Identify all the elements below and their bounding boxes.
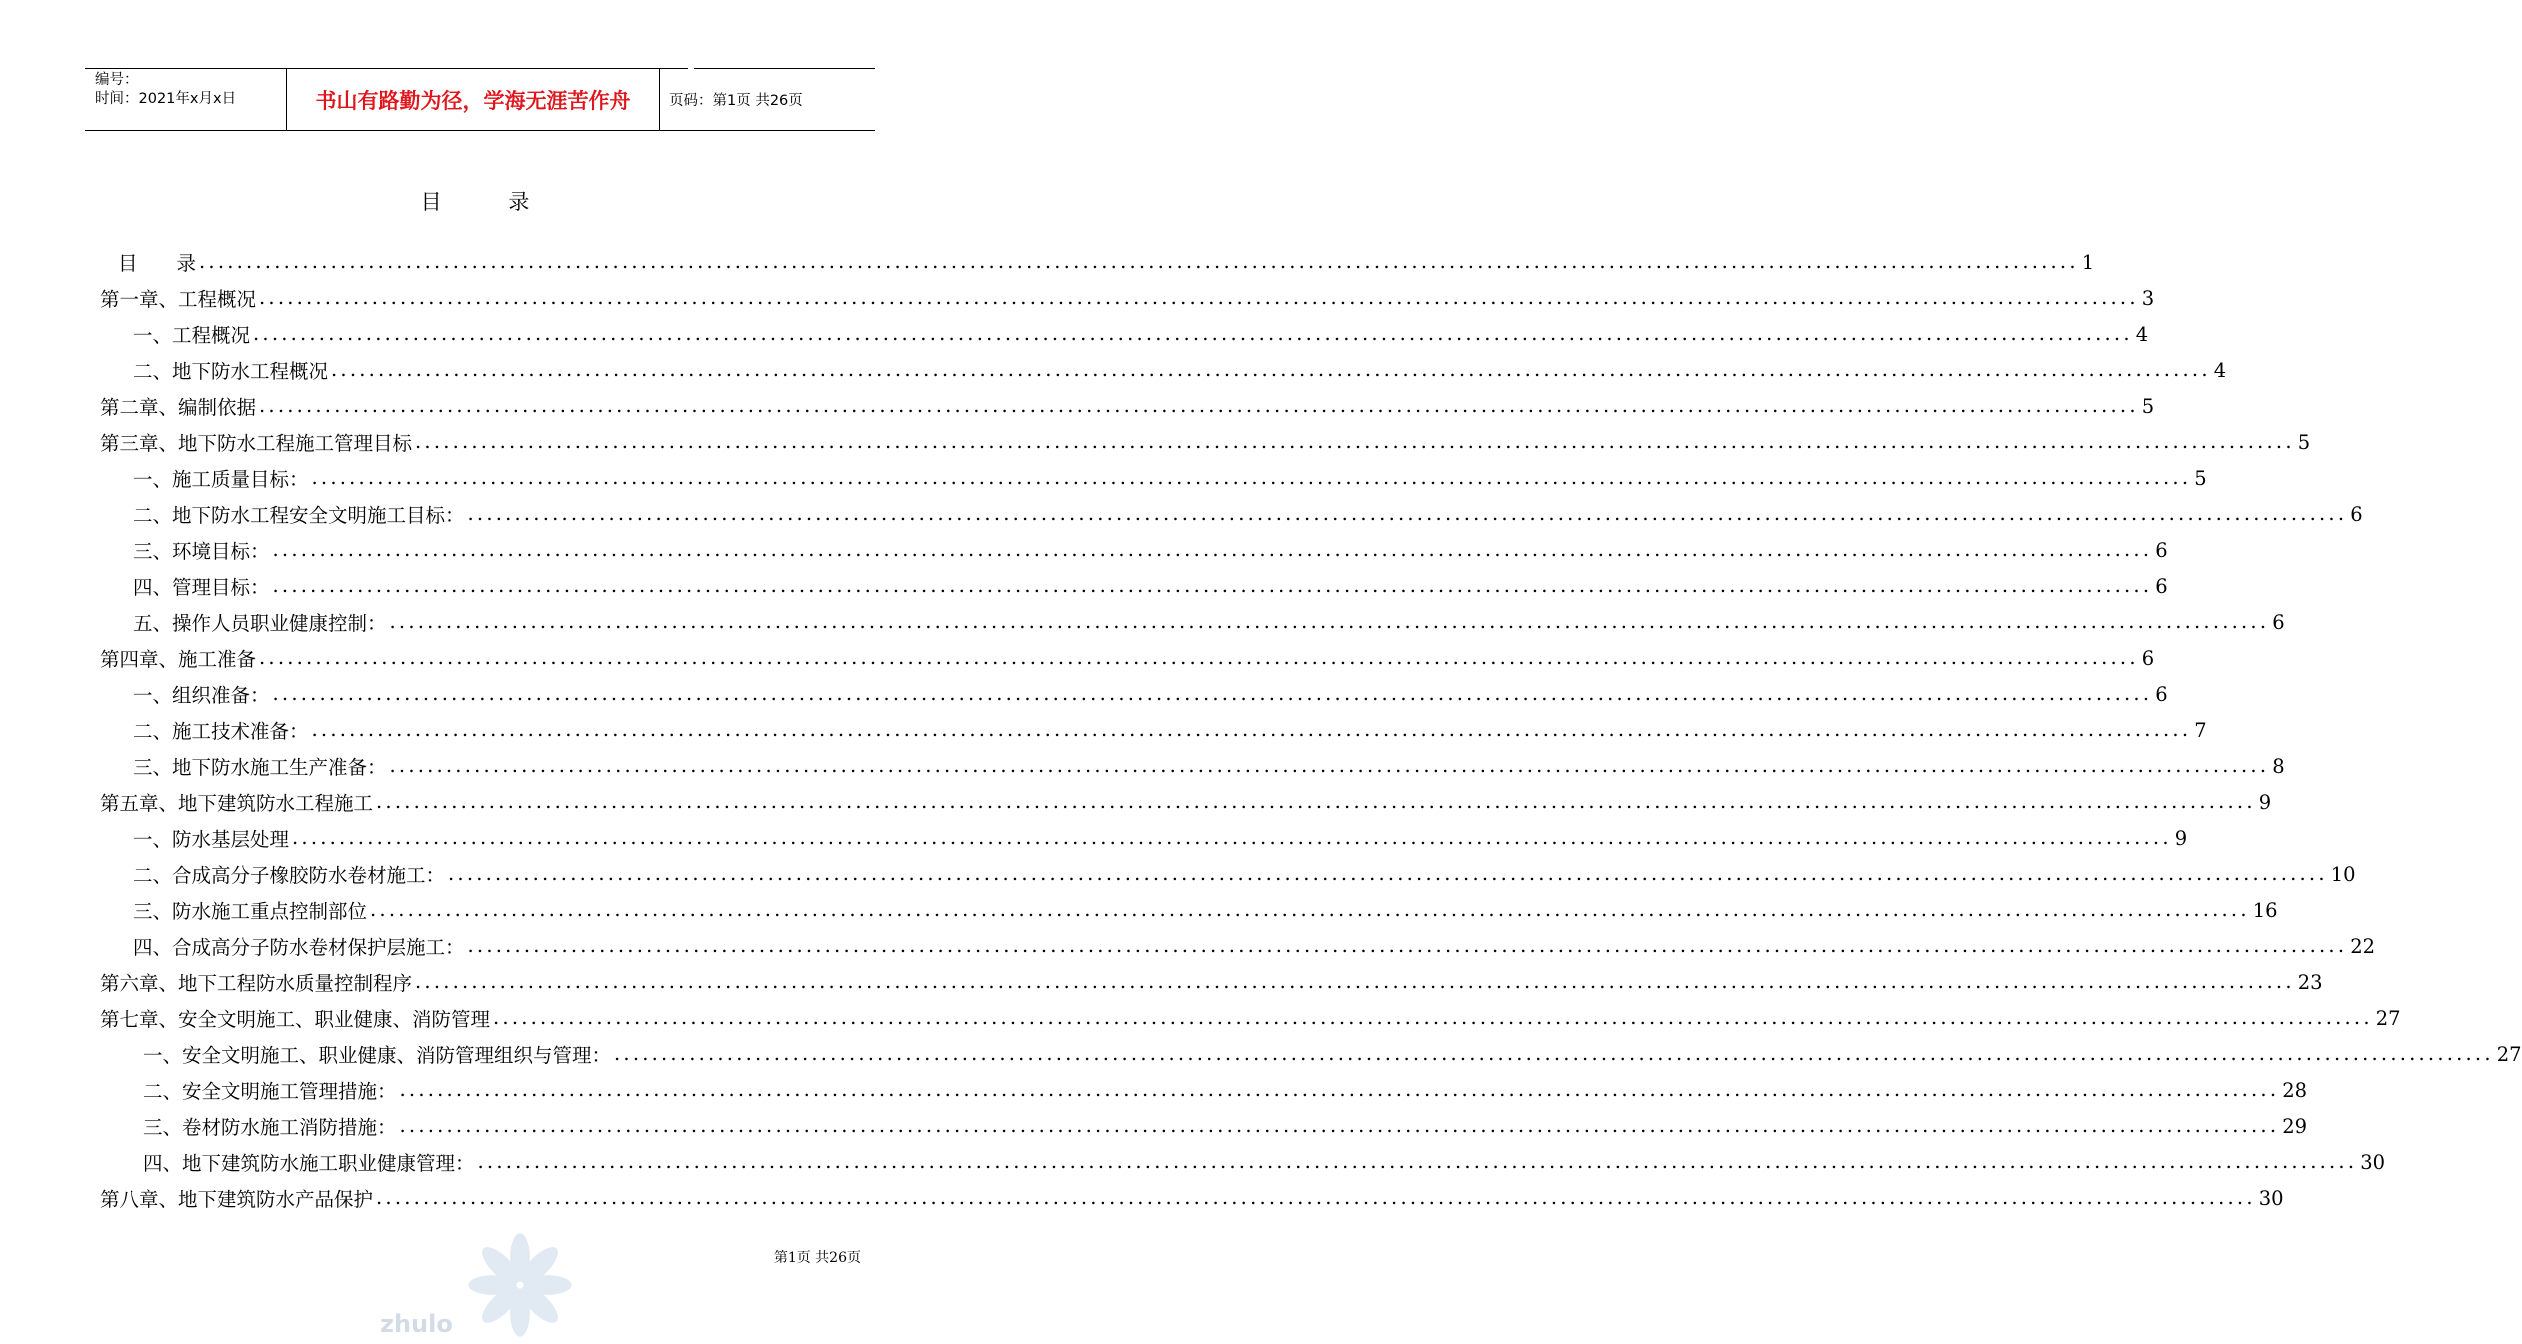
toc-entry[interactable] — [100, 784, 2272, 820]
toc-entry-page: 10 — [2330, 862, 2356, 886]
toc-entry[interactable] — [100, 388, 2155, 424]
toc-entry-title: 第五章、地下建筑防水工程施工 — [100, 792, 374, 815]
header-divider — [659, 69, 660, 130]
toc-leader-dots: ........................................................................................................................................................................................................ — [272, 538, 2153, 561]
toc-entry-title: 二、施工技术准备： — [133, 720, 309, 743]
header-meta — [95, 71, 285, 109]
toc-entry-title: 四、合成高分子防水卷材保护层施工： — [133, 936, 465, 959]
toc-entry-title: 五、操作人员职业健康控制： — [133, 612, 387, 635]
toc-entry[interactable] — [143, 1144, 2386, 1180]
toc-entry[interactable] — [100, 424, 2311, 460]
toc-entry-title: 四、地下建筑防水施工职业健康管理： — [143, 1152, 475, 1175]
toc-entry[interactable] — [133, 496, 2363, 532]
toc-leader-dots: ........................................................................................................................................................................................................ — [448, 862, 2328, 885]
toc-entry[interactable] — [133, 316, 2149, 352]
toc-entry-page: 16 — [2252, 898, 2278, 922]
toc-entry-page: 6 — [2272, 610, 2285, 634]
toc-entry-page: 1 — [2081, 250, 2095, 274]
toc-entry[interactable] — [133, 532, 2168, 568]
toc-leader-dots: ........................................................................................................................................................................................................ — [292, 826, 2172, 849]
toc-entry[interactable] — [100, 1180, 2284, 1216]
toc-entry-title: 第三章、地下防水工程施工管理目标 — [100, 432, 413, 455]
toc-entry-page: 5 — [2141, 394, 2155, 418]
page-footer: 第1页 共26页 — [773, 1250, 861, 1266]
toc-entry-page: 4 — [2213, 358, 2227, 382]
toc-entry-page: 5 — [2297, 430, 2311, 454]
toc-entry-page: 7 — [2194, 718, 2207, 742]
toc-leader-dots: ........................................................................................................................................................................................................ — [259, 394, 2139, 417]
number-label: 编号： — [95, 72, 139, 88]
toc-leader-dots: ........................................................................................................................................................................................................ — [415, 430, 2295, 453]
toc-leader-dots: ........................................................................................................................................................................................................ — [331, 358, 2211, 381]
toc-entry-page: 27 — [2496, 1042, 2522, 1066]
toc-leader-dots: ........................................................................................................................................................................................................ — [259, 646, 2139, 669]
toc-entry-title: 二、地下防水工程概况 — [133, 360, 329, 383]
toc-entry-page: 6 — [2350, 502, 2363, 526]
toc-leader-dots: ........................................................................................................................................................................................................ — [415, 970, 2295, 993]
toc-entry-page: 22 — [2350, 934, 2376, 958]
toc-entry-title: 第一章、工程概况 — [100, 288, 257, 311]
toc-entry-title: 第四章、施工准备 — [100, 648, 257, 671]
toc-leader-dots: ........................................................................................................................................................................................................ — [389, 754, 2270, 777]
toc-leader-dots: ........................................................................................................................................................................................................ — [311, 466, 2192, 489]
toc-entry-page: 6 — [2155, 574, 2168, 598]
toc-entry-title: 第二章、编制依据 — [100, 396, 257, 419]
toc-entry-page: 6 — [2155, 538, 2168, 562]
toc-entry-title: 二、安全文明施工管理措施： — [143, 1080, 397, 1103]
toc-entry[interactable] — [133, 748, 2285, 784]
toc-entry[interactable] — [133, 460, 2207, 496]
toc-leader-dots: ........................................................................................................................................................................................................ — [614, 1042, 2494, 1065]
toc-leader-dots: ........................................................................................................................................................................................................ — [253, 322, 2133, 345]
toc-entry-page: 23 — [2297, 970, 2323, 994]
toc-entry-title: 一、组织准备： — [133, 684, 270, 707]
watermark-flower-icon — [465, 1230, 575, 1340]
toc-leader-dots: ........................................................................................................................................................................................................ — [199, 250, 2079, 273]
toc-entry-title: 二、合成高分子橡胶防水卷材施工： — [133, 864, 446, 887]
time-label: 时间：2021年x月x日 — [95, 91, 237, 107]
toc-entry-title: 第六章、地下工程防水质量控制程序 — [100, 972, 413, 995]
toc-leader-dots: ........................................................................................................................................................................................................ — [399, 1078, 2280, 1101]
toc-entry-title: 三、环境目标： — [133, 540, 270, 563]
toc-entry-page: 27 — [2375, 1006, 2401, 1030]
toc-entry-title: 三、防水施工重点控制部位 — [133, 900, 368, 923]
toc-entry[interactable] — [133, 856, 2356, 892]
toc-entry-title: 三、卷材防水施工消防措施： — [143, 1116, 397, 1139]
toc-entry-page: 30 — [2360, 1150, 2386, 1174]
toc-entry-page: 8 — [2272, 754, 2285, 778]
toc-entry-page: 3 — [2141, 286, 2155, 310]
header-slogan: 书山有路勤为径，学海无涯苦作舟 — [315, 88, 631, 113]
toc-leader-dots: ........................................................................................................................................................................................................ — [389, 610, 2270, 633]
toc-entry[interactable] — [133, 892, 2278, 928]
toc-entry-page: 9 — [2258, 790, 2272, 814]
toc-leader-dots: ........................................................................................................................................................................................................ — [259, 286, 2139, 309]
toc-entry-page: 29 — [2282, 1114, 2308, 1138]
toc-entry[interactable] — [100, 640, 2155, 676]
toc-entry-page: 4 — [2135, 322, 2149, 346]
toc-entry-title: 一、防水基层处理 — [133, 828, 290, 851]
toc-entry-page: 5 — [2194, 466, 2207, 490]
toc-entry-page: 9 — [2174, 826, 2188, 850]
toc-entry[interactable] — [133, 676, 2168, 712]
toc-entry[interactable] — [118, 244, 2095, 280]
header-page-label: 页码：第1页 共26页 — [669, 93, 803, 109]
toc-entry-title: 一、安全文明施工、职业健康、消防管理组织与管理： — [143, 1044, 612, 1067]
toc-entry[interactable] — [133, 712, 2207, 748]
toc-entry-title: 二、地下防水工程安全文明施工目标： — [133, 504, 465, 527]
toc-entry-title: 四、管理目标： — [133, 576, 270, 599]
toc-entry-title: 三、地下防水施工生产准备： — [133, 756, 387, 779]
toc-entry-page: 28 — [2282, 1078, 2308, 1102]
toc-leader-dots: ........................................................................................................................................................................................................ — [477, 1150, 2358, 1173]
toc-entry[interactable] — [100, 280, 2155, 316]
toc-entry-page: 30 — [2258, 1186, 2284, 1210]
toc-leader-dots: ........................................................................................................................................................................................................ — [311, 718, 2192, 741]
toc-title: 目 录 — [420, 190, 560, 214]
toc-entry-title: 一、施工质量目标： — [133, 468, 309, 491]
toc-leader-dots: ........................................................................................................................................................................................................ — [399, 1114, 2280, 1137]
toc-entry[interactable] — [100, 964, 2323, 1000]
toc-entry[interactable] — [143, 1072, 2308, 1108]
toc-entry-title: 目 录 — [118, 252, 197, 275]
toc-entry-title: 第八章、地下建筑防水产品保护 — [100, 1188, 374, 1211]
toc-leader-dots: ........................................................................................................................................................................................................ — [493, 1006, 2373, 1029]
toc-leader-dots: ........................................................................................................................................................................................................ — [272, 682, 2153, 705]
toc-leader-dots: ........................................................................................................................................................................................................ — [272, 574, 2153, 597]
toc-entry[interactable] — [100, 1000, 2401, 1036]
toc-leader-dots: ........................................................................................................................................................................................................ — [376, 1186, 2256, 1209]
toc-entry[interactable] — [143, 1036, 2522, 1072]
toc-entry-title: 一、工程概况 — [133, 324, 251, 347]
toc-leader-dots: ........................................................................................................................................................................................................ — [370, 898, 2250, 921]
toc-entry-page: 6 — [2155, 682, 2168, 706]
toc-entry-page: 6 — [2141, 646, 2155, 670]
toc-entry-title: 第七章、安全文明施工、职业健康、消防管理 — [100, 1008, 491, 1031]
toc-leader-dots: ........................................................................................................................................................................................................ — [467, 934, 2348, 957]
toc-entry[interactable] — [133, 568, 2168, 604]
page-header — [85, 68, 875, 131]
toc-leader-dots: ........................................................................................................................................................................................................ — [467, 502, 2348, 525]
toc-entry[interactable] — [133, 928, 2376, 964]
toc-entry[interactable] — [133, 352, 2227, 388]
toc-entry[interactable] — [133, 604, 2285, 640]
toc-entry[interactable] — [133, 820, 2188, 856]
watermark-text: zhulo — [380, 1310, 453, 1338]
toc-entry[interactable] — [143, 1108, 2308, 1144]
toc-leader-dots: ........................................................................................................................................................................................................ — [376, 790, 2256, 813]
